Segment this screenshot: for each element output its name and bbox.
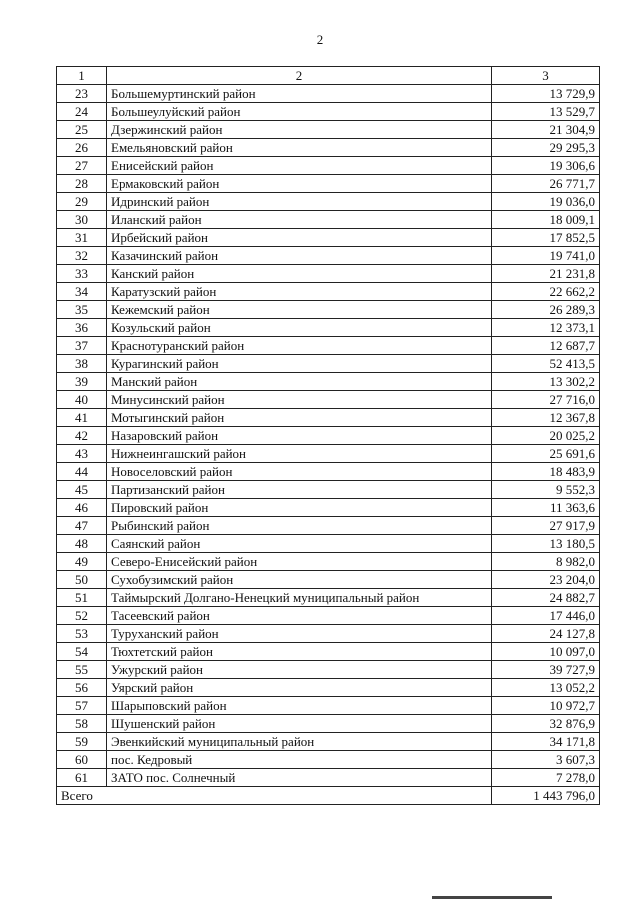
table-row [57,85,600,103]
amount-cell: 24 127,8 [492,625,600,643]
amount-cell: 13 729,9 [492,85,600,103]
amount-cell: 21 231,8 [492,265,600,283]
table-row [57,337,600,355]
district-name-cell: Каратузский район [107,283,492,301]
table-row [57,463,600,481]
district-name-cell: Курагинский район [107,355,492,373]
table-row [57,733,600,751]
district-name-cell: Тюхтетский район [107,643,492,661]
row-number-cell: 60 [57,751,107,769]
district-name-cell: Большеулуйский район [107,103,492,121]
amount-cell: 26 771,7 [492,175,600,193]
table-row [57,625,600,643]
district-name-cell: Тасеевский район [107,607,492,625]
row-number-cell: 33 [57,265,107,283]
row-number-cell: 30 [57,211,107,229]
table-row [57,139,600,157]
table-row [57,427,600,445]
district-name-cell: пос. Кедровый [107,751,492,769]
amount-cell: 19 036,0 [492,193,600,211]
row-number-cell: 28 [57,175,107,193]
row-number-cell: 44 [57,463,107,481]
table-row [57,373,600,391]
row-number-cell: 38 [57,355,107,373]
row-number-cell: 27 [57,157,107,175]
allocation-table [56,66,600,805]
table-row [57,355,600,373]
amount-cell: 13 180,5 [492,535,600,553]
header-cell-value: 3 [492,67,600,85]
row-number-cell: 39 [57,373,107,391]
amount-cell: 21 304,9 [492,121,600,139]
district-name-cell: Шарыповский район [107,697,492,715]
amount-cell: 29 295,3 [492,139,600,157]
amount-cell: 9 552,3 [492,481,600,499]
row-number-cell: 56 [57,679,107,697]
amount-cell: 52 413,5 [492,355,600,373]
row-number-cell: 23 [57,85,107,103]
amount-cell: 24 882,7 [492,589,600,607]
row-number-cell: 41 [57,409,107,427]
scan-edge-mark [432,896,552,899]
row-number-cell: 34 [57,283,107,301]
district-name-cell: Казачинский район [107,247,492,265]
row-number-cell: 42 [57,427,107,445]
district-name-cell: Туруханский район [107,625,492,643]
amount-cell: 22 662,2 [492,283,600,301]
row-number-cell: 26 [57,139,107,157]
amount-cell: 12 687,7 [492,337,600,355]
district-name-cell: Таймырский Долгано-Ненецкий муниципальный район [107,589,492,607]
table-row [57,661,600,679]
table-row [57,769,600,787]
amount-cell: 12 373,1 [492,319,600,337]
table-row [57,283,600,301]
amount-cell: 13 529,7 [492,103,600,121]
table-row [57,211,600,229]
district-name-cell: Рыбинский район [107,517,492,535]
district-name-cell: Северо-Енисейский район [107,553,492,571]
table-row [57,103,600,121]
district-name-cell: Шушенский район [107,715,492,733]
amount-cell: 10 972,7 [492,697,600,715]
row-number-cell: 31 [57,229,107,247]
district-name-cell: Новоселовский район [107,463,492,481]
header-row [57,67,600,85]
total-label: Всего [57,787,492,805]
district-name-cell: Иланский район [107,211,492,229]
table-row [57,121,600,139]
district-name-cell: Минусинский район [107,391,492,409]
row-number-cell: 45 [57,481,107,499]
amount-cell: 11 363,6 [492,499,600,517]
table-row [57,643,600,661]
amount-cell: 10 097,0 [492,643,600,661]
table-row [57,553,600,571]
district-name-cell: ЗАТО пос. Солнечный [107,769,492,787]
district-name-cell: Саянский район [107,535,492,553]
table-row [57,571,600,589]
table-row [57,175,600,193]
district-name-cell: Дзержинский район [107,121,492,139]
row-number-cell: 32 [57,247,107,265]
table-row [57,391,600,409]
district-name-cell: Назаровский район [107,427,492,445]
total-row [57,787,600,805]
amount-cell: 34 171,8 [492,733,600,751]
district-name-cell: Большемуртинский район [107,85,492,103]
district-name-cell: Мотыгинский район [107,409,492,427]
row-number-cell: 59 [57,733,107,751]
district-name-cell: Краснотуранский район [107,337,492,355]
district-name-cell: Кежемский район [107,301,492,319]
district-name-cell: Емельяновский район [107,139,492,157]
row-number-cell: 40 [57,391,107,409]
amount-cell: 27 917,9 [492,517,600,535]
row-number-cell: 53 [57,625,107,643]
amount-cell: 27 716,0 [492,391,600,409]
row-number-cell: 47 [57,517,107,535]
table-row [57,229,600,247]
district-name-cell: Ужурский район [107,661,492,679]
amount-cell: 3 607,3 [492,751,600,769]
row-number-cell: 36 [57,319,107,337]
amount-cell: 18 483,9 [492,463,600,481]
amount-cell: 39 727,9 [492,661,600,679]
district-name-cell: Манский район [107,373,492,391]
district-name-cell: Пировский район [107,499,492,517]
table-row [57,697,600,715]
amount-cell: 18 009,1 [492,211,600,229]
district-name-cell: Уярский район [107,679,492,697]
table-row [57,499,600,517]
table-row [57,751,600,769]
row-number-cell: 58 [57,715,107,733]
amount-cell: 19 741,0 [492,247,600,265]
page-number: 2 [316,32,324,47]
amount-cell: 12 367,8 [492,409,600,427]
row-number-cell: 43 [57,445,107,463]
table-row [57,319,600,337]
table-row [57,589,600,607]
amount-cell: 25 691,6 [492,445,600,463]
row-number-cell: 49 [57,553,107,571]
district-name-cell: Ирбейский район [107,229,492,247]
header-cell-number: 1 [57,67,107,85]
amount-cell: 7 278,0 [492,769,600,787]
row-number-cell: 29 [57,193,107,211]
table-row [57,301,600,319]
district-name-cell: Эвенкийский муниципальный район [107,733,492,751]
row-number-cell: 35 [57,301,107,319]
district-name-cell: Партизанский район [107,481,492,499]
table-row [57,481,600,499]
district-name-cell: Канский район [107,265,492,283]
district-name-cell: Ермаковский район [107,175,492,193]
row-number-cell: 46 [57,499,107,517]
amount-cell: 26 289,3 [492,301,600,319]
row-number-cell: 24 [57,103,107,121]
header-cell-name: 2 [107,67,492,85]
amount-cell: 32 876,9 [492,715,600,733]
row-number-cell: 52 [57,607,107,625]
row-number-cell: 25 [57,121,107,139]
row-number-cell: 37 [57,337,107,355]
table-row [57,193,600,211]
district-name-cell: Идринский район [107,193,492,211]
row-number-cell: 54 [57,643,107,661]
amount-cell: 17 852,5 [492,229,600,247]
table-row [57,607,600,625]
table-row [57,157,600,175]
amount-cell: 23 204,0 [492,571,600,589]
table-row [57,445,600,463]
table-row [57,715,600,733]
table-row [57,517,600,535]
row-number-cell: 51 [57,589,107,607]
table-row [57,535,600,553]
row-number-cell: 55 [57,661,107,679]
amount-cell: 8 982,0 [492,553,600,571]
total-amount: 1 443 796,0 [492,787,600,805]
amount-cell: 20 025,2 [492,427,600,445]
row-number-cell: 48 [57,535,107,553]
table-row [57,679,600,697]
district-name-cell: Козульский район [107,319,492,337]
row-number-cell: 61 [57,769,107,787]
table-row [57,265,600,283]
row-number-cell: 50 [57,571,107,589]
table-row [57,247,600,265]
table-row [57,409,600,427]
amount-cell: 13 052,2 [492,679,600,697]
amount-cell: 13 302,2 [492,373,600,391]
district-name-cell: Енисейский район [107,157,492,175]
amount-cell: 17 446,0 [492,607,600,625]
district-name-cell: Нижнеингашский район [107,445,492,463]
district-name-cell: Сухобузимский район [107,571,492,589]
row-number-cell: 57 [57,697,107,715]
amount-cell: 19 306,6 [492,157,600,175]
